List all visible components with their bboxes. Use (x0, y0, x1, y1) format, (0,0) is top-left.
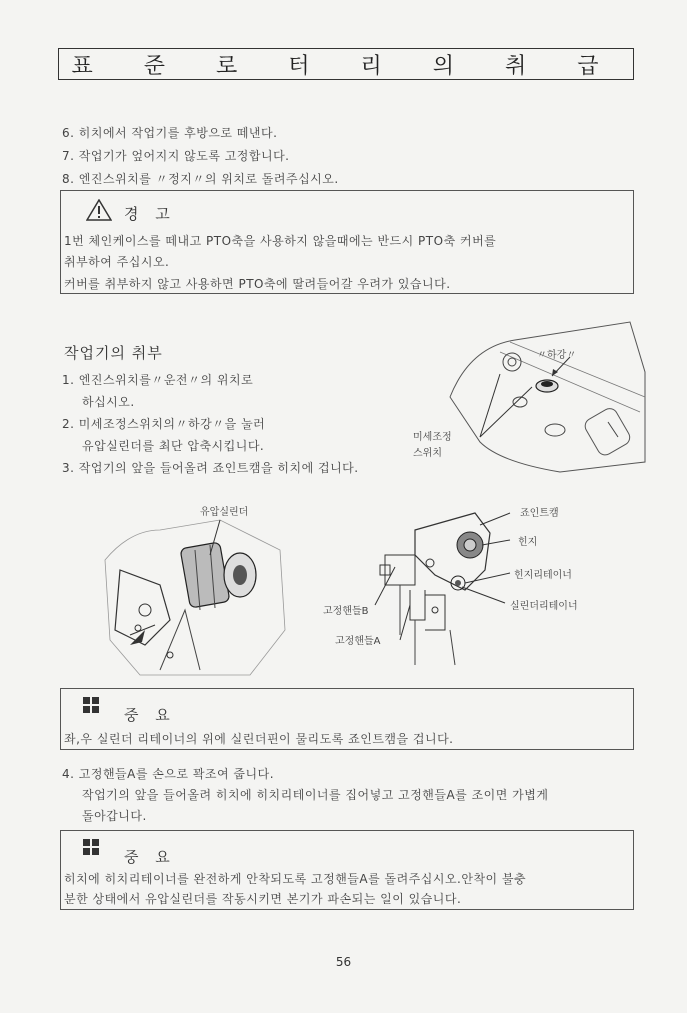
cylinder-retainer-label: 실린더리테이너 (510, 601, 578, 612)
step-7: 7. 작업기가 엎어지지 않도록 고정합니다. (62, 149, 290, 163)
section-heading: 작업기의 취부 (64, 344, 163, 362)
step-4-line-2: 작업기의 앞을 들어올려 히치에 히치리테이너를 집어넣고 고정핸들A를 조이면 가볍게 (82, 788, 549, 802)
hydraulic-cylinder-illustration (100, 510, 290, 680)
warning-line-2: 취부하여 주십시오. (64, 255, 170, 269)
warning-title: 경 고 (124, 205, 176, 223)
joint-cam-label: 죠인트캠 (520, 508, 559, 519)
step-8: 8. 엔진스위치를 〃정지〃의 위치로 돌려주십시오. (62, 172, 339, 186)
warning-triangle-icon (86, 199, 112, 221)
important-line-2b: 분한 상태에서 유압실린더를 작동시키면 본기가 파손되는 일이 있습니다. (64, 892, 462, 906)
section-step-1: 1. 엔진스위치를〃운전〃의 위치로 (62, 373, 254, 387)
step-4-line-3: 돌아갑니다. (82, 809, 147, 823)
important-title-1: 중 요 (124, 706, 176, 724)
warning-line-1: 1번 체인케이스를 떼내고 PTO축을 사용하지 않을때에는 반드시 PTO축 커버를 (64, 234, 497, 248)
page-title-text: 표 준 로 터 리 의 취 급 (71, 53, 621, 79)
page-number: 56 (335, 955, 352, 969)
page-title (58, 48, 634, 80)
section-step-1-cont: 하십시오. (82, 395, 135, 409)
lower-label: 〃하강〃 (537, 350, 577, 361)
hinge-label: 힌지 (518, 537, 538, 548)
step-6: 6. 히치에서 작업기를 후방으로 떼낸다. (62, 126, 278, 140)
hydraulic-cylinder-label: 유압실린더 (200, 507, 249, 518)
joint-cam-illustration (370, 505, 520, 675)
warning-line-3: 커버를 취부하지 않고 사용하면 PTO축에 딸려들어갈 우려가 있습니다. (64, 277, 451, 291)
fixing-handle-a-label: 고정핸들A (335, 636, 381, 647)
section-step-2: 2. 미세조정스위치의〃하강〃을 눌러 (62, 417, 266, 431)
switch-panel-illustration (440, 312, 650, 477)
important-text-1: 좌,우 실린더 리테이너의 위에 실린더핀이 물리도록 죠인트캠을 겁니다. (64, 732, 454, 746)
section-step-2-cont: 유압실린더를 최단 압축시킵니다. (82, 439, 265, 453)
important-title-2: 중 요 (124, 848, 176, 866)
important-icon-1 (82, 696, 104, 714)
hinge-retainer-label: 힌지리테이너 (514, 570, 572, 581)
fixing-handle-b-label: 고정핸들B (323, 606, 369, 617)
section-step-3: 3. 작업기의 앞을 들어올려 죠인트캠을 히치에 겁니다. (62, 461, 359, 475)
step-4: 4. 고정핸들A를 손으로 꽉조여 줍니다. (62, 767, 275, 781)
switch-label: 스위치 (413, 448, 442, 459)
fine-adjust-label: 미세조정 (413, 432, 452, 443)
important-icon-2 (82, 838, 104, 856)
important-line-2a: 히치에 히치리테이너를 완전하게 안착되도록 고정핸들A를 돌려주십시오.안착이 불충 (64, 872, 527, 886)
